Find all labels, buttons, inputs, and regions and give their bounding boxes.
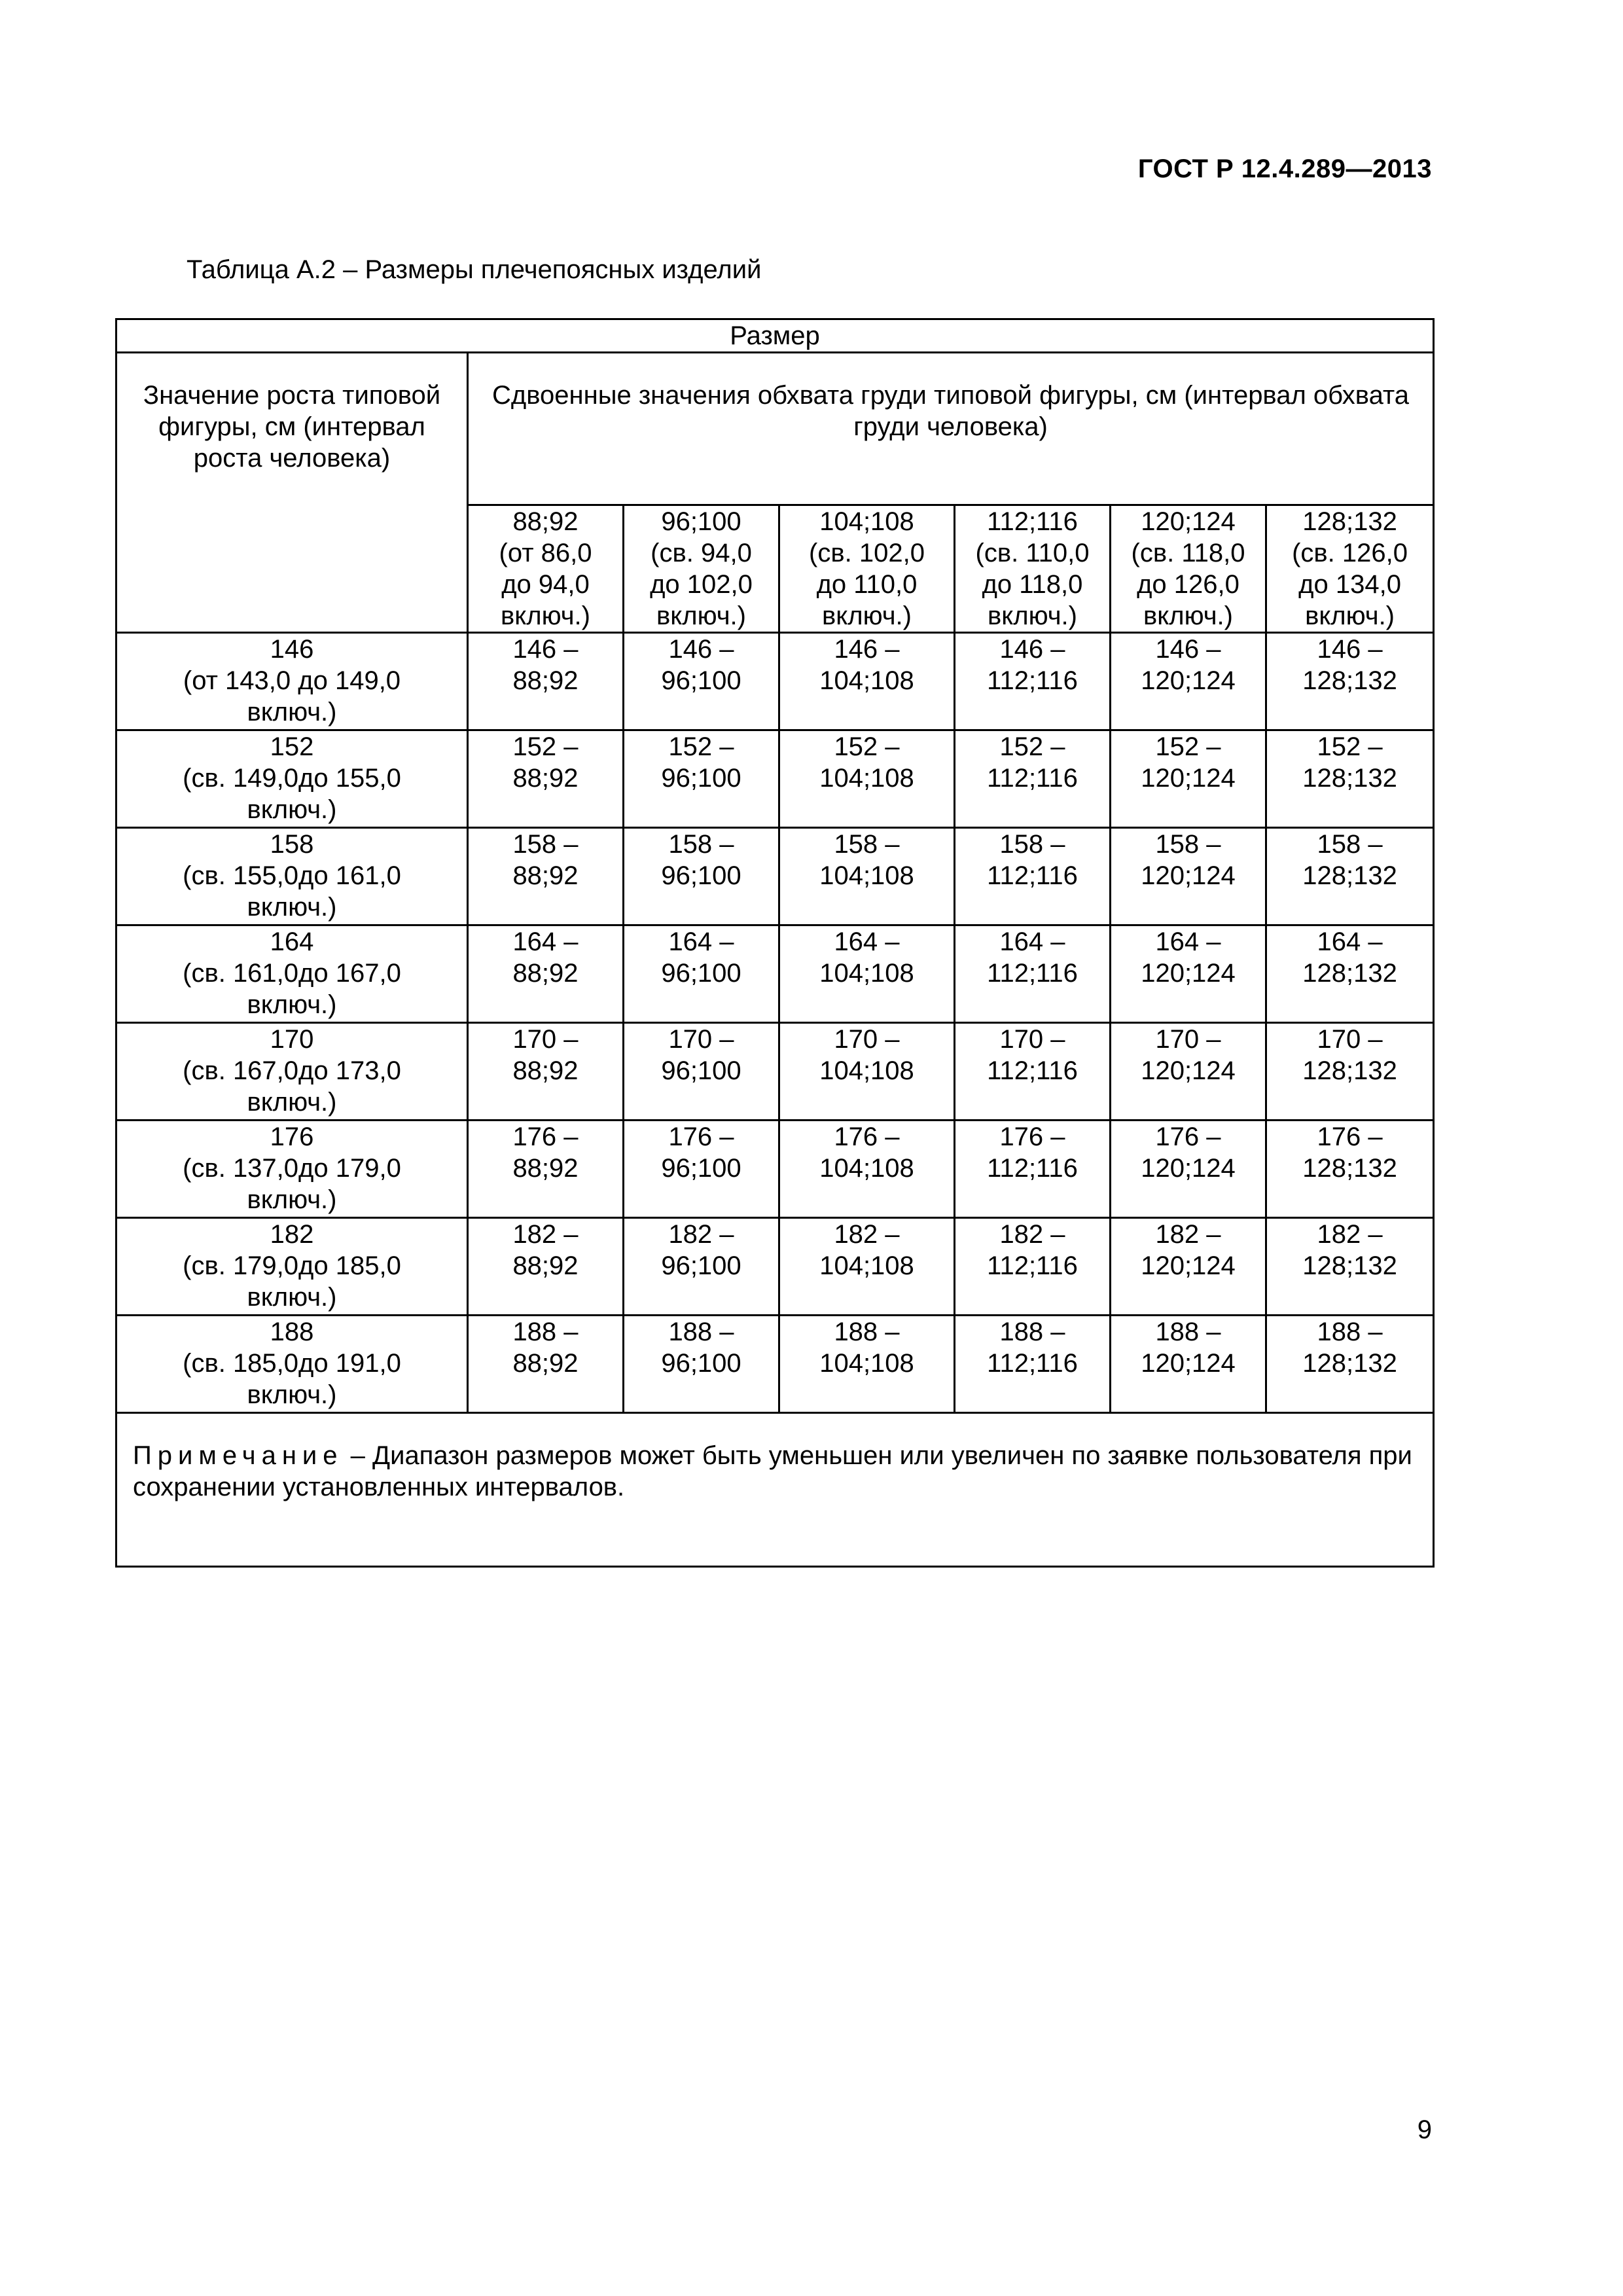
chest-column-line: 104;108 — [819, 507, 914, 536]
size-cell — [955, 925, 1111, 1023]
size-cell-line: 120;124 — [1141, 764, 1236, 793]
size-cell — [955, 1316, 1111, 1413]
size-cell-line: 128;132 — [1302, 1251, 1397, 1280]
size-cell — [779, 1023, 955, 1121]
table-row — [116, 1218, 1434, 1316]
height-cell — [116, 828, 468, 925]
size-cell — [624, 1121, 779, 1218]
height-cell — [116, 633, 468, 730]
size-cell-line: 188 – — [999, 1318, 1065, 1346]
size-cell — [955, 828, 1111, 925]
size-cell — [468, 1121, 624, 1218]
size-cell — [955, 1218, 1111, 1316]
size-cell — [468, 1023, 624, 1121]
size-cell-line: 112;116 — [987, 1154, 1078, 1183]
size-cell — [468, 828, 624, 925]
size-cell-line: 120;124 — [1141, 959, 1236, 988]
size-cell-line: 96;100 — [661, 1056, 741, 1085]
size-cell — [1111, 1316, 1266, 1413]
size-cell-line: 96;100 — [661, 861, 741, 890]
size-cell-line: 158 – — [1155, 830, 1221, 859]
size-cell-line: 104;108 — [819, 1349, 914, 1378]
chest-column-header — [624, 505, 779, 633]
size-cell-line: 176 – — [1317, 1122, 1383, 1151]
size-header: Размер — [116, 319, 1434, 353]
size-cell-line: 146 – — [999, 635, 1065, 664]
size-cell — [468, 1316, 624, 1413]
chest-column-line: включ.) — [1305, 601, 1395, 630]
chest-column-header — [955, 505, 1111, 633]
size-cell-line: 164 – — [834, 927, 900, 956]
size-cell-line: 128;132 — [1302, 764, 1397, 793]
size-cell-line: 188 – — [668, 1318, 734, 1346]
chest-column-line: до 102,0 — [650, 570, 753, 599]
size-cell-line: 182 – — [1317, 1220, 1383, 1249]
size-cell — [624, 925, 779, 1023]
height-cell-line: включ.) — [247, 698, 337, 726]
height-cell-line: (св. 167,0до 173,0 — [183, 1056, 401, 1085]
table-row — [116, 633, 1434, 730]
chest-column-line: до 134,0 — [1298, 570, 1401, 599]
height-cell — [116, 1316, 468, 1413]
size-cell — [779, 1316, 955, 1413]
height-cell-line: (св. 179,0до 185,0 — [183, 1251, 401, 1280]
size-cell — [1111, 828, 1266, 925]
size-cell-line: 96;100 — [661, 666, 741, 695]
size-cell-line: 164 – — [512, 927, 579, 956]
size-cell-line: 120;124 — [1141, 666, 1236, 695]
table-row — [116, 1023, 1434, 1121]
table-row — [116, 1121, 1434, 1218]
chest-column-line: включ.) — [822, 601, 912, 630]
size-cell-line: 120;124 — [1141, 1251, 1236, 1280]
height-cell — [116, 1023, 468, 1121]
chest-column-line: включ.) — [501, 601, 590, 630]
size-cell-line: 176 – — [1155, 1122, 1221, 1151]
size-cell — [624, 1023, 779, 1121]
size-cell-line: 128;132 — [1302, 666, 1397, 695]
size-cell — [1266, 1316, 1434, 1413]
size-cell-line: 96;100 — [661, 1349, 741, 1378]
size-cell-line: 96;100 — [661, 764, 741, 793]
table-caption: Таблица А.2 – Размеры плечепоясных изделий — [187, 255, 762, 284]
size-cell-line: 128;132 — [1302, 861, 1397, 890]
size-cell-line: 128;132 — [1302, 1056, 1397, 1085]
size-cell-line: 152 – — [834, 732, 900, 761]
size-cell-line: 164 – — [1155, 927, 1221, 956]
size-cell — [1111, 1121, 1266, 1218]
chest-column-line: включ.) — [1143, 601, 1233, 630]
chest-column-line: (св. 118,0 — [1131, 539, 1245, 567]
size-cell-line: 146 – — [668, 635, 734, 664]
chest-column-line: 120;124 — [1141, 507, 1236, 536]
size-cell-line: 112;116 — [987, 1251, 1078, 1280]
table-row — [116, 925, 1434, 1023]
size-cell — [624, 1316, 779, 1413]
size-cell-line: 112;116 — [987, 1349, 1078, 1378]
size-cell-line: 112;116 — [987, 861, 1078, 890]
size-cell-line: 176 – — [834, 1122, 900, 1151]
size-cell-line: 182 – — [512, 1220, 579, 1249]
size-cell — [779, 1121, 955, 1218]
chest-column-header — [468, 505, 624, 633]
size-cell-line: 170 – — [834, 1025, 900, 1054]
height-cell-line: включ.) — [247, 1283, 337, 1312]
chest-column-line: 128;132 — [1302, 507, 1397, 536]
size-cell-line: 170 – — [1155, 1025, 1221, 1054]
table-row — [116, 1316, 1434, 1413]
size-cell-line: 146 – — [1317, 635, 1383, 664]
size-cell-line: 120;124 — [1141, 1349, 1236, 1378]
height-cell-line: 146 — [270, 635, 314, 664]
height-cell — [116, 1218, 468, 1316]
size-cell — [1266, 730, 1434, 828]
height-cell — [116, 925, 468, 1023]
size-cell-line: 128;132 — [1302, 1154, 1397, 1183]
size-cell-line: 164 – — [1317, 927, 1383, 956]
size-cell-line: 104;108 — [819, 1056, 914, 1085]
size-cell-line: 158 – — [999, 830, 1065, 859]
size-table — [115, 318, 1435, 1568]
size-cell-line: 120;124 — [1141, 861, 1236, 890]
size-cell-line: 104;108 — [819, 861, 914, 890]
page-number: 9 — [1417, 2115, 1432, 2144]
size-cell-line: 152 – — [512, 732, 579, 761]
height-header: Значение роста типовой фигуры, см (интервал роста человека) — [116, 353, 468, 633]
size-cell-line: 170 – — [668, 1025, 734, 1054]
size-cell — [1266, 925, 1434, 1023]
chest-column-line: (св. 102,0 — [809, 539, 925, 567]
size-cell-line: 152 – — [1317, 732, 1383, 761]
height-cell-line: 170 — [270, 1025, 314, 1054]
size-cell-line: 88;92 — [512, 666, 579, 695]
size-cell-line: 188 – — [1317, 1318, 1383, 1346]
size-cell — [1111, 925, 1266, 1023]
chest-column-header — [1111, 505, 1266, 633]
size-cell-line: 152 – — [999, 732, 1065, 761]
table-row — [116, 828, 1434, 925]
chest-column-line: до 126,0 — [1137, 570, 1240, 599]
height-cell-line: 188 — [270, 1318, 314, 1346]
size-cell-line: 128;132 — [1302, 959, 1397, 988]
height-cell-line: 152 — [270, 732, 314, 761]
size-cell — [468, 730, 624, 828]
size-cell — [955, 1023, 1111, 1121]
height-cell-line: 164 — [270, 927, 314, 956]
size-cell — [1111, 730, 1266, 828]
size-cell-line: 188 – — [512, 1318, 579, 1346]
size-cell — [779, 925, 955, 1023]
size-cell-line: 120;124 — [1141, 1056, 1236, 1085]
height-cell-line: (св. 155,0до 161,0 — [183, 861, 401, 890]
size-cell-line: 176 – — [512, 1122, 579, 1151]
size-cell-line: 158 – — [512, 830, 579, 859]
size-cell-line: 112;116 — [987, 959, 1078, 988]
size-cell — [624, 633, 779, 730]
chest-column-header — [779, 505, 955, 633]
chest-column-line: до 118,0 — [982, 570, 1083, 599]
size-cell-line: 120;124 — [1141, 1154, 1236, 1183]
height-cell-line: включ.) — [247, 990, 337, 1019]
size-cell-line: 170 – — [1317, 1025, 1383, 1054]
height-cell-line: (св. 161,0до 167,0 — [183, 959, 401, 988]
chest-column-header — [1266, 505, 1434, 633]
size-cell-line: 158 – — [834, 830, 900, 859]
size-cell-line: 88;92 — [512, 1349, 579, 1378]
size-cell-line: 88;92 — [512, 1154, 579, 1183]
chest-column-line: включ.) — [988, 601, 1077, 630]
size-cell-line: 188 – — [834, 1318, 900, 1346]
size-cell — [624, 828, 779, 925]
note-row — [116, 1413, 1434, 1567]
size-cell — [468, 633, 624, 730]
table-note — [116, 1413, 1434, 1567]
note-label: Примечание — [133, 1441, 344, 1470]
size-cell-line: 146 – — [834, 635, 900, 664]
chest-column-line: (от 86,0 — [499, 539, 592, 567]
size-cell-line: 158 – — [1317, 830, 1383, 859]
document-id: ГОСТ Р 12.4.289—2013 — [1137, 154, 1432, 183]
chest-column-line: включ.) — [656, 601, 746, 630]
height-cell-line: (св. 149,0до 155,0 — [183, 764, 401, 793]
size-cell-line: 176 – — [668, 1122, 734, 1151]
size-cell — [779, 828, 955, 925]
size-cell — [955, 1121, 1111, 1218]
height-cell-line: (св. 137,0до 179,0 — [183, 1154, 401, 1183]
size-cell-line: 88;92 — [512, 764, 579, 793]
size-cell — [1111, 1023, 1266, 1121]
size-cell-line: 128;132 — [1302, 1349, 1397, 1378]
height-cell-line: 158 — [270, 830, 314, 859]
height-cell-line: (св. 185,0до 191,0 — [183, 1349, 401, 1378]
size-cell-line: 104;108 — [819, 959, 914, 988]
size-cell — [955, 633, 1111, 730]
size-cell-line: 104;108 — [819, 764, 914, 793]
size-cell-line: 146 – — [512, 635, 579, 664]
size-cell-line: 152 – — [1155, 732, 1221, 761]
size-cell-line: 104;108 — [819, 1154, 914, 1183]
size-cell — [468, 925, 624, 1023]
size-cell-line: 188 – — [1155, 1318, 1221, 1346]
size-cell — [779, 730, 955, 828]
chest-column-line: 96;100 — [661, 507, 741, 536]
height-cell — [116, 730, 468, 828]
size-cell-line: 182 – — [1155, 1220, 1221, 1249]
size-cell — [955, 730, 1111, 828]
size-cell — [1266, 1121, 1434, 1218]
size-cell-line: 146 – — [1155, 635, 1221, 664]
chest-column-line: до 110,0 — [816, 570, 918, 599]
chest-column-line: (св. 94,0 — [651, 539, 752, 567]
size-cell-line: 112;116 — [987, 764, 1078, 793]
size-cell-line: 176 – — [999, 1122, 1065, 1151]
note-text: – Диапазон размеров может быть уменьшен или увеличен по заявке пользователя при сохранении установленных интервалов. — [133, 1441, 1412, 1501]
size-cell — [1266, 633, 1434, 730]
size-cell-line: 170 – — [999, 1025, 1065, 1054]
chest-column-line: до 94,0 — [501, 570, 590, 599]
size-cell-line: 164 – — [999, 927, 1065, 956]
height-cell-line: (от 143,0 до 149,0 — [183, 666, 401, 695]
size-cell-line: 96;100 — [661, 1154, 741, 1183]
size-cell — [1266, 1023, 1434, 1121]
height-cell-line: 182 — [270, 1220, 314, 1249]
table-row — [116, 730, 1434, 828]
chest-column-line: 112;116 — [987, 507, 1078, 536]
height-cell-line: включ.) — [247, 893, 337, 922]
size-cell — [1266, 1218, 1434, 1316]
chest-column-line: 88;92 — [512, 507, 579, 536]
size-cell-line: 170 – — [512, 1025, 579, 1054]
chest-column-line: (св. 126,0 — [1292, 539, 1408, 567]
size-cell-line: 104;108 — [819, 666, 914, 695]
size-cell-line: 88;92 — [512, 1056, 579, 1085]
size-cell — [624, 730, 779, 828]
size-cell-line: 112;116 — [987, 666, 1078, 695]
size-cell-line: 88;92 — [512, 861, 579, 890]
height-cell-line: 176 — [270, 1122, 314, 1151]
size-cell — [1111, 633, 1266, 730]
size-cell — [468, 1218, 624, 1316]
size-cell — [624, 1218, 779, 1316]
size-cell — [1266, 828, 1434, 925]
size-cell — [779, 633, 955, 730]
size-cell-line: 182 – — [834, 1220, 900, 1249]
chest-header: Сдвоенные значения обхвата груди типовой фигуры, см (интервал обхвата груди человека) — [468, 353, 1434, 505]
height-cell-line: включ.) — [247, 1185, 337, 1214]
size-cell — [1111, 1218, 1266, 1316]
size-cell-line: 182 – — [999, 1220, 1065, 1249]
size-cell-line: 104;108 — [819, 1251, 914, 1280]
size-cell-line: 96;100 — [661, 959, 741, 988]
chest-column-line: (св. 110,0 — [975, 539, 1090, 567]
size-cell-line: 88;92 — [512, 1251, 579, 1280]
size-cell-line: 164 – — [668, 927, 734, 956]
size-cell-line: 96;100 — [661, 1251, 741, 1280]
height-cell-line: включ.) — [247, 1380, 337, 1409]
height-cell — [116, 1121, 468, 1218]
size-cell — [779, 1218, 955, 1316]
size-cell-line: 88;92 — [512, 959, 579, 988]
size-cell-line: 158 – — [668, 830, 734, 859]
size-cell-line: 112;116 — [987, 1056, 1078, 1085]
size-cell-line: 152 – — [668, 732, 734, 761]
height-cell-line: включ.) — [247, 795, 337, 824]
height-cell-line: включ.) — [247, 1088, 337, 1117]
size-cell-line: 182 – — [668, 1220, 734, 1249]
